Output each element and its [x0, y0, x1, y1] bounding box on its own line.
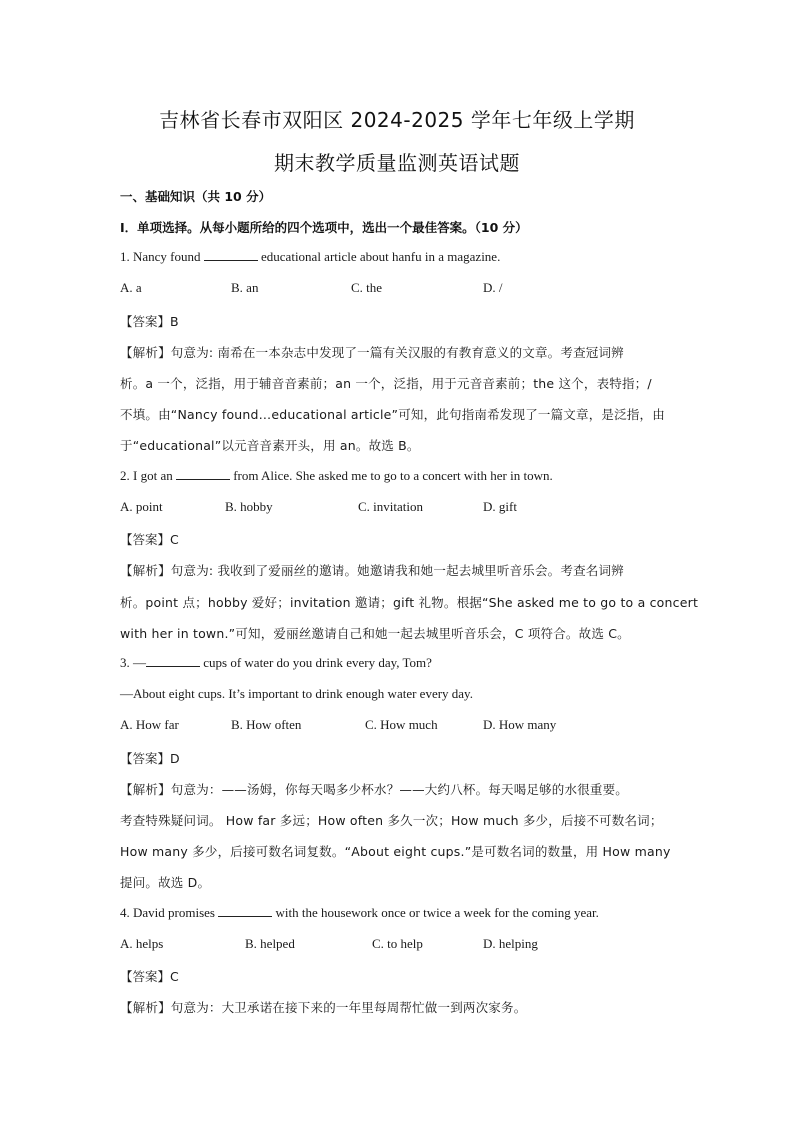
option-c: C. the — [351, 280, 383, 295]
question-1-explanation-line: 【解析】句意为: 南希在一本杂志中发现了一篇有关汉服的有教育意义的文章。考查冠词辨 — [120, 345, 624, 360]
document-title-line-2: 期末教学质量监测英语试题 — [274, 151, 520, 175]
question-4-explanation-line: 【解析】句意为：大卫承诺在接下来的一年里每周帮忙做一到两次家务。 — [120, 1000, 527, 1015]
question-1-explanation-line: 不填。由“Nancy found…educational article”可知，此句指南希发现了一篇文章，是泛指，由 — [120, 407, 665, 422]
question-1-options — [120, 280, 680, 298]
option-b: B. an — [231, 280, 259, 295]
question-4-options — [120, 936, 680, 954]
document-title-line-1: 吉林省长春市双阳区 2024-2025 学年七年级上学期 — [159, 108, 635, 132]
question-3-answer: 【答案】D — [120, 751, 180, 766]
answer-blank — [176, 468, 230, 480]
section-sub-heading: Ⅰ．单项选择。从每小题所给的四个选项中，选出一个最佳答案。（10 分） — [120, 220, 528, 235]
option-a: A. point — [120, 499, 163, 514]
question-2-explanation-line: 【解析】句意为: 我收到了爱丽丝的邀请。她邀请我和她一起去城里听音乐会。考查名词辨 — [120, 563, 624, 578]
question-2-explanation-line: 析。point 点；hobby 爱好；invitation 邀请；gift 礼物。根据“She asked me to go to a concert — [120, 595, 699, 610]
option-a: A. How far — [120, 717, 179, 732]
option-d: D. / — [483, 280, 503, 295]
question-1-explanation-line: 于“educational”以元音音素开头，用 an。故选 B。 — [120, 438, 420, 453]
answer-blank — [218, 905, 272, 917]
question-3-explanation-line: 提问。故选 D。 — [120, 875, 211, 890]
answer-blank — [146, 655, 200, 667]
option-d: D. helping — [483, 936, 538, 951]
question-2-options — [120, 499, 680, 517]
option-b: B. helped — [245, 936, 295, 951]
question-3-stem-line-2: —About eight cups. It’s important to drink enough water every day. — [120, 686, 473, 701]
question-1-explanation-line: 析。a 一个，泛指，用于辅音音素前；an 一个，泛指，用于元音音素前；the 这个，表特指；/ — [120, 376, 652, 391]
question-2-answer: 【答案】C — [120, 532, 179, 547]
question-4-answer: 【答案】C — [120, 969, 179, 984]
question-3-explanation-line: 考查特殊疑问词。 How far 多远；How often 多久一次；How much 多少，后接不可数名词； — [120, 813, 663, 828]
question-4-stem: 4. David promises with the housework once or twice a week for the coming year. — [120, 905, 599, 920]
question-1-answer: 【答案】B — [120, 314, 179, 329]
option-a: A. helps — [120, 936, 164, 951]
option-b: B. hobby — [225, 499, 273, 514]
option-c: C. invitation — [358, 499, 423, 514]
question-3-stem: 3. — cups of water do you drink every day, Tom? — [120, 655, 432, 670]
option-a: A. a — [120, 280, 142, 295]
question-2-explanation-line: with her in town.”可知，爱丽丝邀请自己和她一起去城里听音乐会，C 项符合。故选 C。 — [120, 626, 630, 641]
option-d: D. How many — [483, 717, 557, 732]
question-3-explanation-line: 【解析】句意为：——汤姆，你每天喝多少杯水？——大约八杯。每天喝足够的水很重要。 — [120, 782, 629, 797]
answer-blank — [204, 249, 258, 261]
option-c: C. to help — [372, 936, 423, 951]
option-b: B. How often — [231, 717, 302, 732]
question-1-stem: 1. Nancy found educational article about hanfu in a magazine. — [120, 249, 501, 264]
question-2-stem: 2. I got an from Alice. She asked me to go to a concert with her in town. — [120, 468, 553, 483]
section-heading: 一、基础知识（共 10 分） — [120, 189, 272, 204]
question-3-explanation-line: How many 多少，后接可数名词复数。“About eight cups.”是可数名词的数量，用 How many — [120, 844, 671, 859]
option-d: D. gift — [483, 499, 517, 514]
question-3-options — [120, 717, 680, 735]
option-c: C. How much — [365, 717, 438, 732]
